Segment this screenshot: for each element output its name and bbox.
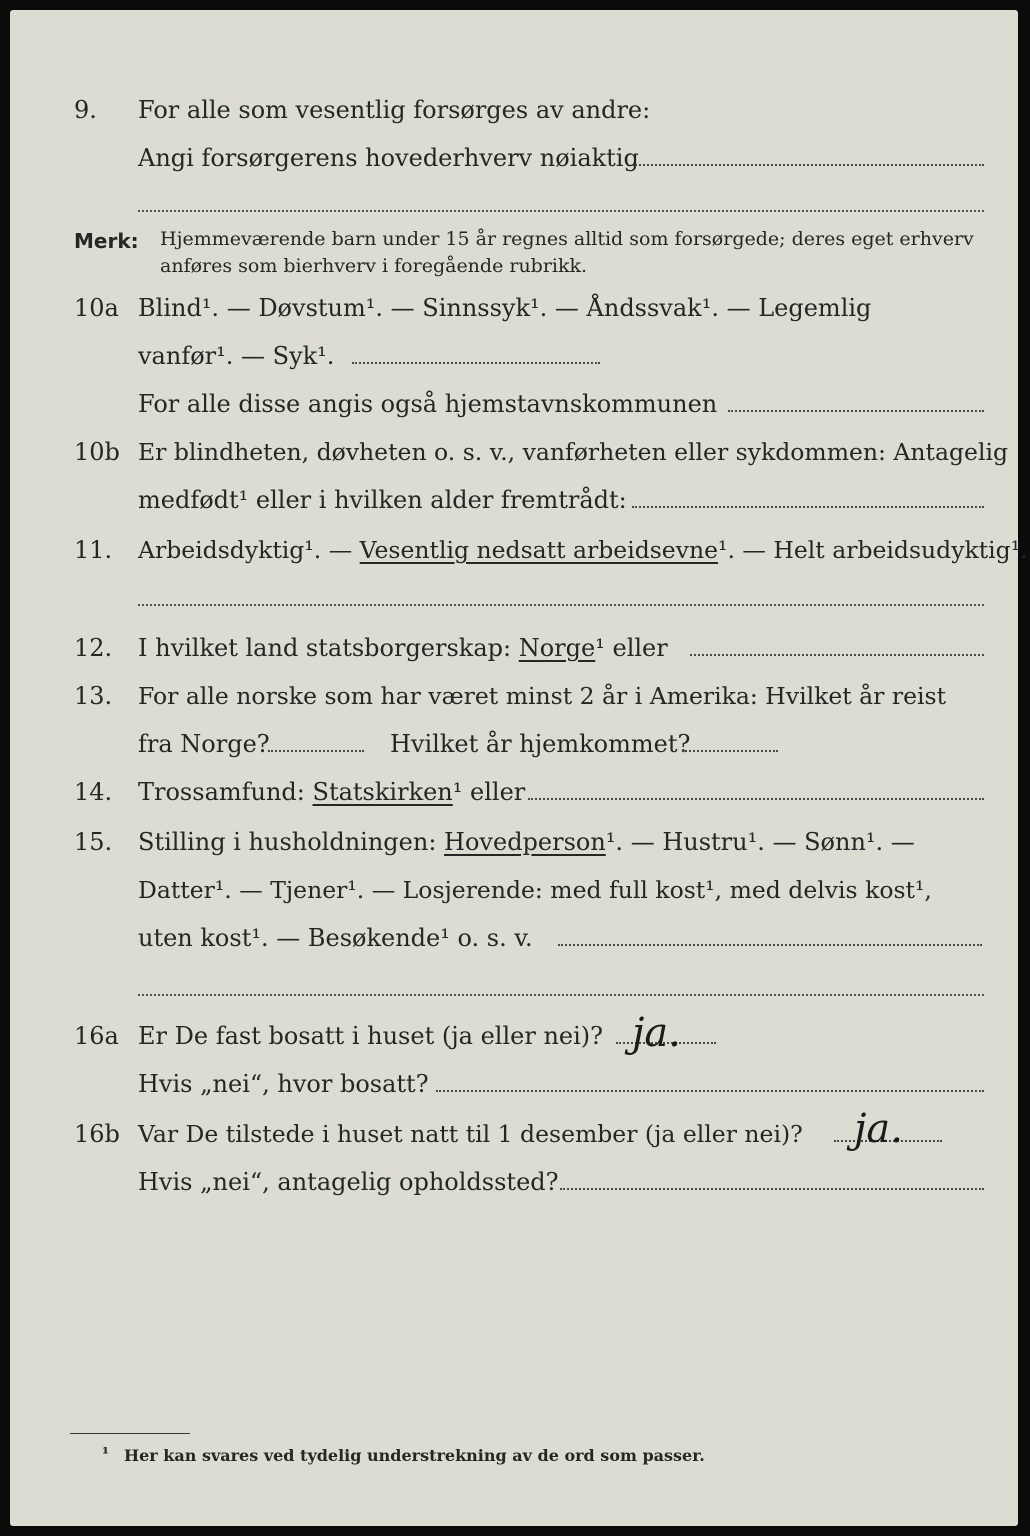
q11-number: 11. bbox=[74, 536, 113, 564]
footnote-mark: ¹ bbox=[102, 1444, 110, 1463]
q11-line bbox=[138, 536, 1028, 564]
q15-line1 bbox=[138, 828, 915, 856]
merk-label: Merk: bbox=[74, 229, 139, 253]
q10a-line1: Blind¹. — Døvstum¹. — Sinnssyk¹. — Åndssvak¹. — Legemlig bbox=[138, 294, 872, 322]
q16a-residence-line[interactable] bbox=[436, 1090, 984, 1092]
q10b-line1: Er blindheten, døvheten o. s. v., vanførheten eller sykdommen: Antagelig bbox=[138, 438, 1009, 466]
q14-underlined-answer: Statskirken bbox=[312, 778, 453, 806]
q12-answer-line[interactable] bbox=[690, 654, 984, 656]
q15-line3: uten kost¹. — Besøkende¹ o. s. v. bbox=[138, 924, 533, 952]
q11-underlined-answer: Vesentlig nedsatt arbeidsevne bbox=[359, 536, 719, 564]
q13-line2b: Hvilket år hjemkommet? bbox=[390, 730, 691, 758]
q16b-line1: Var De tilstede i huset natt til 1 desember (ja eller nei)? bbox=[138, 1120, 803, 1148]
q13-returned-year-line[interactable] bbox=[682, 750, 778, 752]
q9-line2: Angi forsørgerens hovederhverv nøiaktig bbox=[138, 144, 639, 172]
q16a-number: 16a bbox=[74, 1022, 119, 1050]
q10b-answer-line[interactable] bbox=[632, 506, 984, 508]
q11-answer-line[interactable] bbox=[138, 604, 984, 606]
q14-number: 14. bbox=[74, 778, 113, 806]
q12-text-pre: I hvilket land statsborgerskap: bbox=[138, 634, 519, 662]
merk-line2: anføres som bierhverv i foregående rubrikk. bbox=[160, 255, 588, 277]
q11-text-post: ¹. — Helt arbeidsudyktig¹. bbox=[718, 536, 1028, 564]
q13-line1: For alle norske som har været minst 2 år i Amerika: Hvilket år reist bbox=[138, 682, 947, 710]
q13-number: 13. bbox=[74, 682, 113, 710]
q13-line2a: fra Norge? bbox=[138, 730, 270, 758]
q10a-answer-line[interactable] bbox=[352, 362, 600, 364]
q15-answer-line[interactable] bbox=[558, 944, 982, 946]
q13-emigrated-year-line[interactable] bbox=[268, 750, 364, 752]
q16a-line1: Er De fast bosatt i huset (ja eller nei)? bbox=[138, 1022, 604, 1050]
q15-answer-line-2[interactable] bbox=[138, 994, 984, 996]
census-form-page bbox=[10, 10, 1028, 1526]
q9-answer-line-2[interactable] bbox=[138, 210, 984, 212]
q12-text-post: ¹ eller bbox=[595, 634, 668, 662]
q14-text-post: ¹ eller bbox=[452, 778, 526, 806]
q12-line bbox=[138, 634, 668, 662]
q10a-hometown-line[interactable] bbox=[728, 410, 984, 412]
q16b-handwritten-answer: ja. bbox=[854, 1106, 903, 1152]
merk-line1: Hjemmeværende barn under 15 år regnes alltid som forsørgede; deres eget erhverv bbox=[160, 228, 974, 250]
q9-answer-line[interactable] bbox=[632, 164, 984, 166]
q11-text-pre: Arbeidsdyktig¹. — bbox=[138, 536, 360, 564]
q12-number: 12. bbox=[74, 634, 113, 662]
q15-text-pre: Stilling i husholdningen: bbox=[138, 828, 445, 856]
q16b-location-line[interactable] bbox=[560, 1188, 984, 1190]
q15-number: 15. bbox=[74, 828, 113, 856]
q10a-number: 10a bbox=[74, 294, 119, 322]
q10a-line2: vanfør¹. — Syk¹. bbox=[138, 342, 335, 370]
q15-text-post: ¹. — Hustru¹. — Sønn¹. — bbox=[605, 828, 915, 856]
q14-text-pre: Trossamfund: bbox=[138, 778, 313, 806]
q12-underlined-answer: Norge bbox=[518, 634, 596, 662]
q15-underlined-answer: Hovedperson bbox=[444, 828, 606, 856]
q10b-line2: medfødt¹ eller i hvilken alder fremtrådt: bbox=[138, 486, 627, 514]
q16a-handwritten-answer: ja. bbox=[632, 1010, 681, 1056]
q9-line1: For alle som vesentlig forsørges av andre: bbox=[138, 96, 651, 124]
q14-answer-line[interactable] bbox=[528, 798, 984, 800]
q14-line bbox=[138, 778, 525, 806]
q16b-line2: Hvis „nei“, antagelig opholdssted? bbox=[138, 1168, 559, 1196]
footnote-text: Her kan svares ved tydelig understrekning av de ord som passer. bbox=[124, 1446, 705, 1465]
q9-number: 9. bbox=[74, 96, 97, 124]
q15-line2: Datter¹. — Tjener¹. — Losjerende: med full kost¹, med delvis kost¹, bbox=[138, 876, 932, 904]
q16b-number: 16b bbox=[74, 1120, 120, 1148]
q16a-line2: Hvis „nei“, hvor bosatt? bbox=[138, 1070, 429, 1098]
q10a-line3: For alle disse angis også hjemstavnskommunen bbox=[138, 390, 718, 418]
q10b-number: 10b bbox=[74, 438, 120, 466]
footnote-rule bbox=[70, 1433, 190, 1434]
